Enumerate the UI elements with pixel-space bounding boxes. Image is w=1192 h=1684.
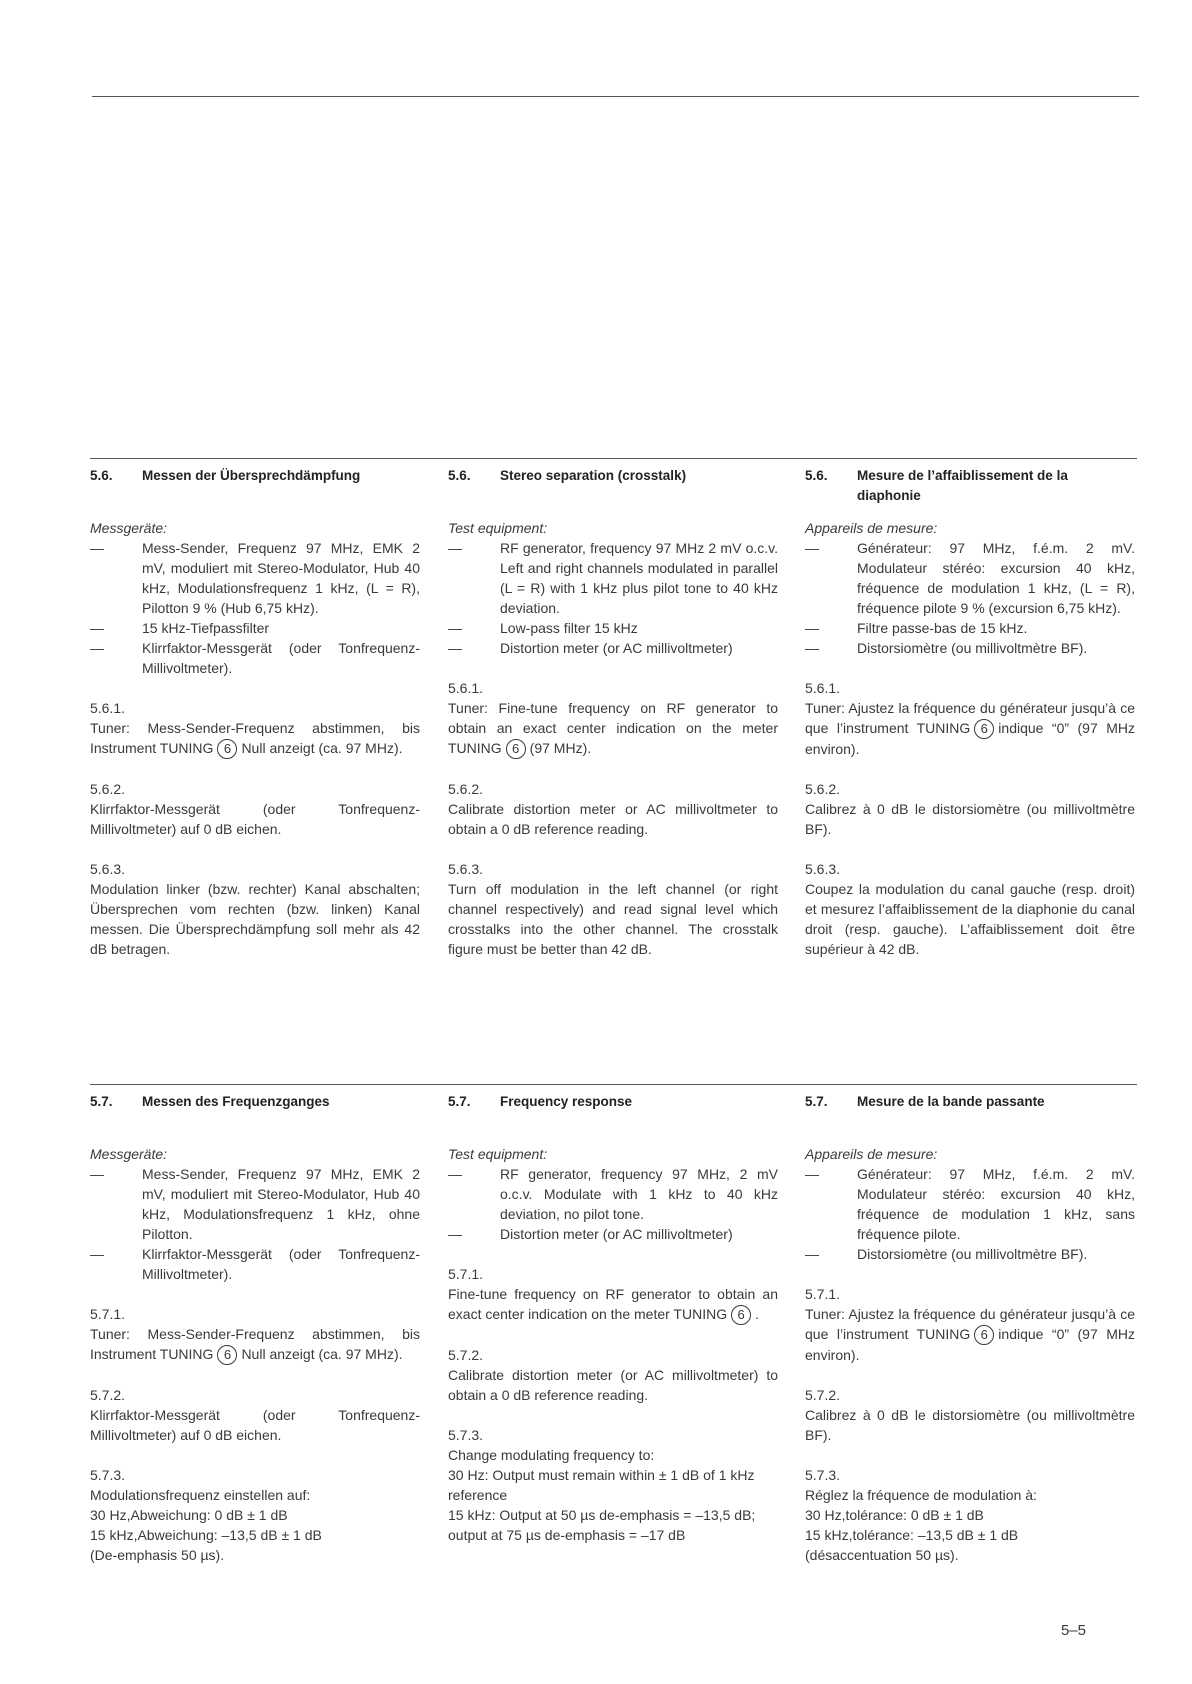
list-dash: — [805,1166,819,1182]
step [90,1385,420,1445]
step-text-pre: Tuner: Ajustez la fréquence du générateur jusqu’à ce que l’instrument TUNING [805,700,1135,736]
step-line: 30 Hz,Abweichung: 0 dB ± 1 dB [90,1507,288,1524]
column-de-5-7 [90,1092,420,1565]
step [805,678,1135,759]
list-dash: — [805,540,819,556]
list-dash: — [448,620,462,636]
step-text: Calibrate distortion meter (or AC millivoltmeter) to obtain a 0 dB reference reading. [448,1367,778,1404]
step-text: Klirrfaktor-Messgerät (oder Tonfrequenz-Millivoltmeter) auf 0 dB eichen. [90,801,420,838]
equipment-label: Test equipment: [448,520,548,536]
control-number-circle: 6 [506,739,526,759]
equipment-list [90,538,420,678]
equipment-label: Messgeräte: [90,1146,168,1162]
step-text: Calibrez à 0 dB le distorsiomètre (ou millivoltmètre BF). [805,1407,1135,1444]
equipment-item [448,1224,778,1244]
section-heading [90,466,420,506]
step-line: Modulationsfrequenz einstellen auf: [90,1487,311,1504]
step-line: (désaccentuation 50 µs). [805,1547,959,1564]
step-text [448,698,778,759]
list-dash: — [448,540,462,556]
top-rule [92,96,1139,97]
step-text: Modulation linker (bzw. rechter) Kanal abschalten; Übersprechen vom rechten (bzw. linken) Kanal messen. Die Übersprechdämpfung soll mehr als 42 dB betragen. [90,881,420,958]
list-dash: — [805,640,819,656]
step [448,1264,778,1325]
equipment-item [90,538,420,618]
section-heading [448,1092,778,1132]
step [805,779,1135,839]
step-text-post: indique “0” (97 MHz environ). [805,720,1135,758]
step-line: (De-emphasis 50 µs). [90,1547,225,1564]
equipment-label: Test equipment: [448,1146,548,1162]
step-text [805,1304,1135,1365]
list-dash: — [90,540,104,556]
column-en-5-6 [448,466,778,959]
equipment-item [805,538,1135,618]
list-dash: — [90,620,104,636]
step [448,1345,778,1405]
step-number: 5.6.3. [805,861,841,878]
control-number-circle: 6 [217,1345,237,1365]
page-number: 5–5 [1060,1622,1086,1639]
list-dash: — [805,1246,819,1262]
step-number: 5.6.1. [805,680,841,696]
equipment-item [805,1164,1135,1244]
step-text: Klirrfaktor-Messgerät (oder Tonfrequenz-Millivoltmeter) auf 0 dB eichen. [90,1407,420,1444]
equipment-item [448,1164,778,1224]
control-number-circle: 6 [731,1305,751,1325]
control-number-circle: 6 [974,1325,994,1345]
equipment-item [448,538,778,618]
equipment-item [805,638,1135,658]
step-number: 5.7.3. [90,1467,126,1484]
step [448,678,778,759]
step [90,698,420,759]
section-heading [805,1092,1135,1132]
step-text-pre: Tuner: Mess-Sender-Frequenz abstimmen, bis Instrument TUNING [90,720,420,756]
equipment-item [448,638,778,658]
equipment-label: Appareils de mesure: [805,1146,938,1162]
step-text-post: Null anzeigt (ca. 97 MHz). [241,1346,403,1362]
equipment-text: Générateur: 97 MHz, f.é.m. 2 mV. Modulateur stéréo: excursion 40 kHz, fréquence de modulation 1 kHz, sans fréquence pilote. [857,1166,1135,1242]
column-fr-5-7 [805,1092,1135,1565]
equipment-label: Messgeräte: [90,520,168,536]
equipment-text: Klirrfaktor-Messgerät (oder Tonfrequenz-Millivoltmeter). [142,1246,420,1282]
equipment-text: Distortion meter (or AC millivoltmeter) [500,1226,733,1242]
control-number-circle: 6 [217,739,237,759]
equipment-item [90,618,420,638]
step-text-pre: Fine-tune frequency on RF generator to obtain an exact center indication on the meter TUNING [448,1286,778,1322]
step-number: 5.6.1. [90,700,126,716]
section-rule-5-6 [90,458,1137,459]
equipment-item [805,1244,1135,1264]
column-de-5-6 [90,466,420,959]
step-number: 5.6.3. [448,861,484,878]
step-text-post: Null anzeigt (ca. 97 MHz). [241,740,403,756]
section-heading [90,1092,420,1132]
step-number: 5.6.2. [448,781,484,798]
step-text-post: indique “0” (97 MHz environ). [805,1326,1135,1364]
equipment-text: RF generator, frequency 97 MHz 2 mV o.c.v. Left and right channels modulated in parallel (L = R) with 1 kHz plus pilot tone to 40 kHz deviation. [500,540,778,616]
step-number: 5.6.1. [448,680,484,696]
step-number: 5.7.3. [805,1467,841,1484]
step-number: 5.6.2. [805,781,841,798]
control-number-circle: 6 [974,719,994,739]
list-dash: — [448,1226,462,1242]
list-dash: — [90,640,104,656]
section-number: 5.7. [805,1094,828,1109]
step [805,1284,1135,1365]
equipment-text: Mess-Sender, Frequenz 97 MHz, EMK 2 mV, moduliert mit Stereo-Modulator, Hub 40 kHz, Modulationsfrequenz 1 kHz, (L = R), Pilotton 9 % (Hub 6,75 kHz). [142,540,420,616]
equipment-text: Générateur: 97 MHz, f.é.m. 2 mV. Modulateur stéréo: excursion 40 kHz, fréquence de modulation 1 kHz, (L = R), fréquence pilote 9 % (excursion 6,75 kHz). [857,540,1135,616]
step-text-pre: Tuner: Ajustez la fréquence du générateur jusqu’à ce que l’instrument TUNING [805,1306,1135,1342]
equipment-text: Distorsiomètre (ou millivoltmètre BF). [857,640,1088,656]
column-en-5-7 [448,1092,778,1545]
equipment-text: Distortion meter (or AC millivoltmeter) [500,640,733,656]
step-line: 30 Hz,tolérance: 0 dB ± 1 dB [805,1507,984,1524]
list-dash: — [90,1166,104,1182]
section-number: 5.6. [805,468,828,483]
step-text: Calibrate distortion meter or AC millivoltmeter to obtain a 0 dB reference reading. [448,801,778,838]
section-title: Stereo separation (crosstalk) [500,468,687,483]
section-number: 5.7. [448,1094,471,1109]
step [90,1304,420,1365]
equipment-item [90,1164,420,1244]
step-line: 15 kHz,tolérance: –13,5 dB ± 1 dB [805,1527,1019,1544]
step-text: Coupez la modulation du canal gauche (resp. droit) et mesurez l’affaiblissement de la diaphonie du canal droit (resp. gauche). L’affaiblissement doit être supérieur à 42 dB. [805,881,1135,958]
step [90,859,420,959]
equipment-item [805,618,1135,638]
step-line: Réglez la fréquence de modulation à: [805,1487,1037,1504]
step [448,1425,778,1545]
step-text [90,1324,420,1365]
step-line: Change modulating frequency to: [448,1447,655,1464]
section-title: Mesure de l’affaiblissement de la diaphonie [857,468,1068,503]
step-line: 30 Hz: Output must remain within ± 1 dB of 1 kHz reference [448,1467,755,1504]
section-title: Messen des Frequenzganges [142,1094,330,1109]
step-number: 5.7.2. [805,1387,841,1404]
step-text [448,1284,778,1325]
list-dash: — [448,1166,462,1182]
equipment-item [448,618,778,638]
list-dash: — [805,620,819,636]
equipment-list [448,1164,778,1244]
equipment-text: Low-pass filter 15 kHz [500,620,638,636]
step-text: Calibrez à 0 dB le distorsiomètre (ou millivoltmètre BF). [805,801,1135,838]
step-number: 5.6.2. [90,781,126,798]
list-dash: — [448,640,462,656]
step [90,1465,420,1565]
step-text-post: . [755,1306,759,1322]
equipment-list [805,1164,1135,1264]
step-number: 5.7.1. [90,1306,126,1322]
step [448,859,778,959]
section-rule-5-7 [90,1084,1137,1085]
step-text: Turn off modulation in the left channel (or right channel respectively) and read signal level which crosstalks into the other channel. The crosstalk figure must be better than 42 dB. [448,881,778,958]
step-text-pre: Tuner: Fine-tune frequency on RF generator to obtain an exact center indication on the meter TUNING [448,700,778,756]
step [805,1465,1135,1565]
equipment-text: Distorsiomètre (ou millivoltmètre BF). [857,1246,1088,1262]
step-line: 15 kHz,Abweichung: –13,5 dB ± 1 dB [90,1527,322,1544]
step-text-pre: Tuner: Mess-Sender-Frequenz abstimmen, bis Instrument TUNING [90,1326,420,1362]
step-number: 5.7.2. [448,1347,484,1364]
step-number: 5.6.3. [90,861,126,878]
section-number: 5.6. [448,468,471,483]
equipment-item [90,1244,420,1284]
equipment-list [90,1164,420,1284]
equipment-text: 15 kHz-Tiefpassfilter [142,620,270,636]
step-text-post: (97 MHz). [529,740,592,756]
step [90,779,420,839]
section-title: Frequency response [500,1094,633,1109]
step-number: 5.7.3. [448,1427,484,1444]
equipment-text: Mess-Sender, Frequenz 97 MHz, EMK 2 mV, moduliert mit Stereo-Modulator, Hub 40 kHz, Modulationsfrequenz 1 kHz, ohne Pilotton. [142,1166,420,1242]
section-heading [805,466,1135,506]
equipment-list [448,538,778,658]
step [805,859,1135,959]
list-dash: — [90,1246,104,1262]
step-number: 5.7.1. [805,1286,841,1302]
step-text [90,718,420,759]
section-title: Messen der Übersprechdämpfung [142,468,361,483]
section-heading [448,466,778,506]
equipment-item [90,638,420,678]
equipment-text: Klirrfaktor-Messgerät (oder Tonfrequenz-Millivoltmeter). [142,640,420,676]
step-number: 5.7.1. [448,1266,484,1282]
step-number: 5.7.2. [90,1387,126,1404]
step [448,779,778,839]
equipment-text: Filtre passe-bas de 15 kHz. [857,620,1028,636]
equipment-label: Appareils de mesure: [805,520,938,536]
column-fr-5-6 [805,466,1135,959]
section-number: 5.6. [90,468,113,483]
step [805,1385,1135,1445]
section-title: Mesure de la bande passante [857,1094,1045,1109]
equipment-list [805,538,1135,658]
equipment-text: RF generator, frequency 97 MHz, 2 mV o.c.v. Modulate with 1 kHz to 40 kHz deviation, no pilot tone. [500,1166,778,1222]
step-text [805,698,1135,759]
section-number: 5.7. [90,1094,113,1109]
step-line: 15 kHz: Output at 50 µs de-emphasis = –13,5 dB; output at 75 µs de-emphasis = –17 dB [448,1507,756,1544]
